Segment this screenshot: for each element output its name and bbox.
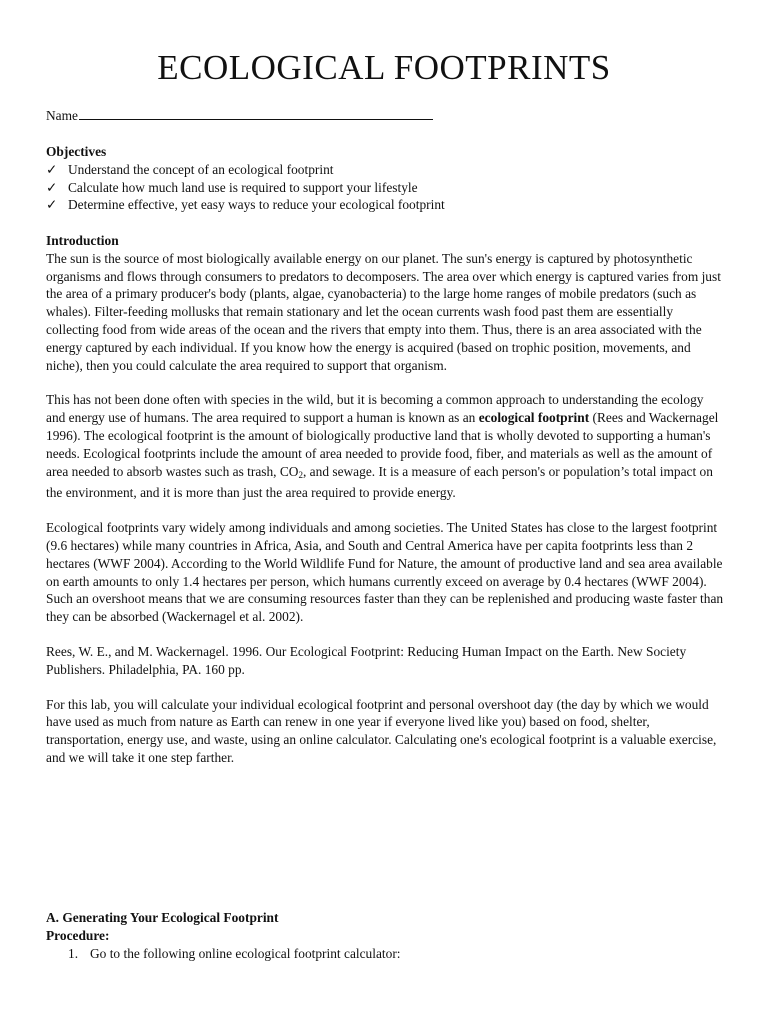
name-field [46, 107, 433, 124]
section-a [46, 909, 726, 962]
introduction-heading: Introduction [46, 233, 119, 248]
objectives-section [46, 143, 726, 214]
objective-text: Determine effective, yet easy ways to reduce your ecological footprint [68, 197, 445, 213]
checkmark-icon: ✓ [46, 179, 58, 195]
objectives-heading: Objectives [46, 144, 107, 159]
objective-item [46, 161, 726, 179]
section-a-heading: A. Generating Your Ecological Footprint [46, 910, 279, 925]
intro-paragraph-2: This has not been done often with species in the wild, but it is becoming a common approach to understanding the ecology and energy use of humans. The area required to support a human is known as an ecological footprint (Rees and Wackernagel 1996). The ecological footprint is the amount of biologically productive land that is wholly devoted to supporting a human's needs. Ecological footprints include the amount of area needed to provide food, fiber, and materials as well as the amount of area needed to absorb wastes such as trash, $CO_2$, and sewage. It is a measure of each person's or population’s total impact on the environment, and it is more than just the area required to provide energy. [46, 392, 719, 501]
checkmark-icon: ✓ [46, 197, 58, 213]
intro-paragraph-5: For this lab, you will calculate your individual ecological footprint and personal overshoot day (the day by which we would have used as much from nature as Earth can renew in one year if everyone lived like you) based on food, shelter, transportation, energy use, and waste, using an online calculator. Calculating one's ecological footprint is a valuable exercise, and we will take it one step farther. [46, 696, 717, 765]
objective-item [46, 196, 726, 214]
intro-paragraph-1: The sun is the source of most biologically available energy on our planet. The sun's energy is captured by photosynthetic organisms and flows through consumers to predators to decomposers. The area over which energy is captured varies from just the area of a primary producer's body (plants, algae, cyanobacteria) to the large home ranges of mobile predators (such as whales). Filter-feeding mollusks that remain stationary and let the ocean currents wash food past them are essentially collecting food from wide areas of the ocean and the rivers that empty into them. Thus, there is an area associated with the energy captured by each individual. If you know how the energy is acquired (based on trophic position, movements, and niche), then you could calculate the area required to support that organism. [46, 250, 721, 373]
introduction-section [46, 232, 726, 767]
ecological-footprint-term: ecological footprint [478, 410, 590, 426]
objective-item [46, 179, 726, 197]
objective-text: Understand the concept of an ecological footprint [68, 161, 334, 177]
procedure-label: Procedure: [46, 927, 110, 943]
checkmark-icon: ✓ [46, 161, 58, 177]
name-blank-line[interactable] [79, 107, 433, 120]
document-title: ECOLOGICAL FOOTPRINTS [157, 48, 611, 87]
name-label: Name [46, 108, 78, 123]
step-text: Go to the following online ecological footprint calculator: [90, 945, 401, 961]
objective-text: Calculate how much land use is required to support your lifestyle [68, 179, 418, 195]
procedure-step [46, 945, 726, 963]
co2-subscript: 2 [298, 469, 303, 480]
reference-citation: Rees, W. E., and M. Wackernagel. 1996. Our Ecological Footprint: Reducing Human Impact on the Earth. New Society Publishers. Philadelphia, PA. 160 pp. [46, 643, 687, 677]
intro-paragraph-3: Ecological footprints vary widely among individuals and among societies. The United States has close to the largest footprint (9.6 hectares) while many countries in Africa, Asia, and South and Central America have per capita footprints less than 2 hectares (WWF 2004). According to the World Wildlife Fund for Nature, the amount of productive land and sea area available on earth amounts to only 1.4 hectares per person, which humans currently exceed on average by 0.4 hectares (WWF 2004). Such an overshoot means that we are consuming resources faster than they can be replenished and producing waste faster than they can be absorbed (Wackernagel et al. 2002). [46, 520, 724, 625]
step-number: 1. [68, 945, 79, 961]
